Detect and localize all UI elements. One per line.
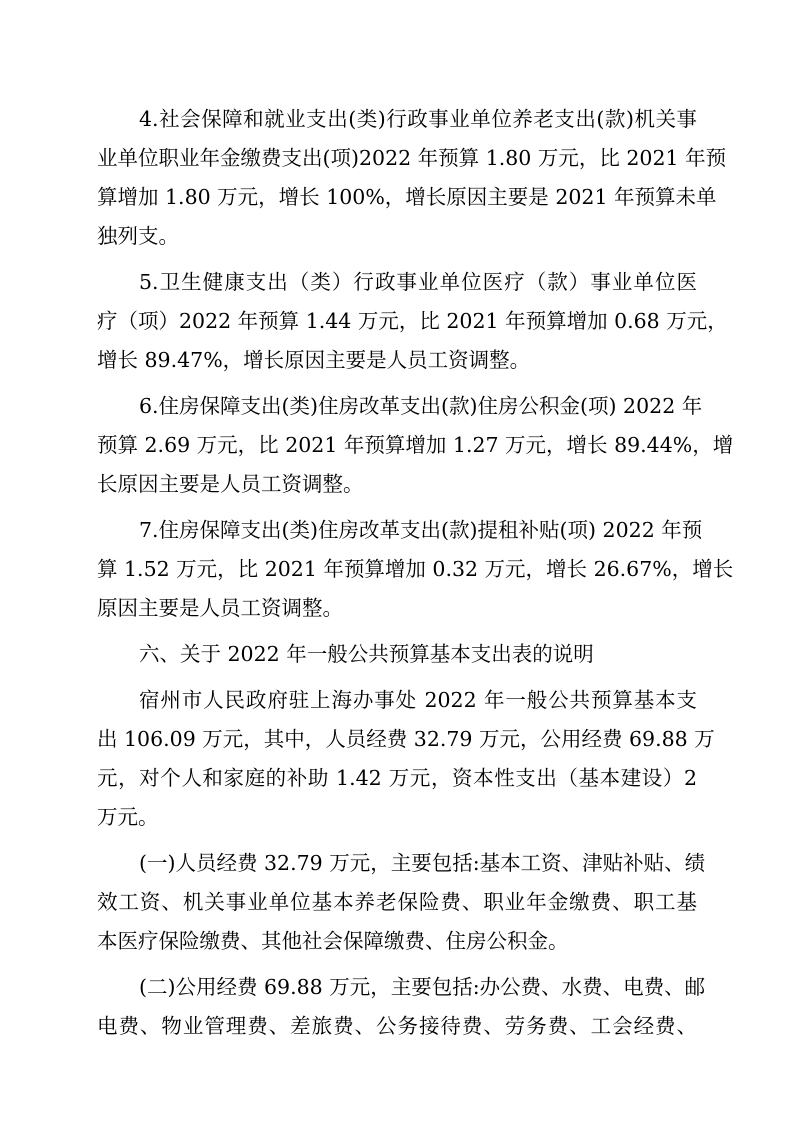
text-line: 5.卫生健康支出（类）行政事业单位医疗（款）事业单位医	[139, 270, 697, 294]
text-line: 原因主要是人员工资调整。	[97, 596, 343, 620]
document-body	[97, 100, 734, 1053]
text-line: 本医疗保险缴费、其他社会保障缴费、住房公积金。	[97, 929, 569, 953]
paragraph-housing-fund-item	[97, 387, 734, 504]
paragraph-rent-subsidy-item	[97, 511, 734, 628]
text-line: (一)人员经费 32.79 万元，主要包括:基本工资、津贴补贴、绩	[139, 851, 706, 875]
text-line: 出 106.09 万元，其中，人员经费 32.79 万元，公用经费 69.88 万	[97, 727, 715, 751]
text-line: 算 1.52 万元，比 2021 年预算增加 0.32 万元，增长 26.67%，增长	[97, 557, 734, 581]
text-line: 独列支。	[97, 224, 179, 248]
text-line: 算增加 1.80 万元，增长 100%，增长原因主要是 2021 年预算未单	[97, 185, 717, 209]
text-line: 业单位职业年金缴费支出(项)2022 年预算 1.80 万元，比 2021 年预	[97, 146, 727, 170]
text-line: 万元。	[97, 805, 159, 829]
paragraph-basic-expenditure-summary	[97, 681, 715, 837]
text-line: 7.住房保障支出(类)住房改革支出(款)提租补贴(项) 2022 年预	[139, 518, 703, 542]
paragraph-medical-item	[97, 263, 728, 380]
section-heading	[97, 635, 697, 674]
section-heading-text: 六、关于 2022 年一般公共预算基本支出表的说明	[139, 642, 594, 666]
text-line: (二)公用经费 69.88 万元，主要包括:办公费、水费、电费、邮	[139, 975, 706, 999]
text-line: 效工资、机关事业单位基本养老保险费、职业年金缴费、职工基	[97, 890, 697, 914]
paragraph-pension-item	[97, 100, 727, 256]
text-line: 疗（项）2022 年预算 1.44 万元，比 2021 年预算增加 0.68 万元，	[97, 309, 728, 333]
text-line: 元，对个人和家庭的补助 1.42 万元，资本性支出（基本建设）2	[97, 766, 697, 790]
text-line: 预算 2.69 万元，比 2021 年预算增加 1.27 万元，增长 89.44%，增	[97, 433, 734, 457]
text-line: 4.社会保障和就业支出(类)行政事业单位养老支出(款)机关事	[139, 107, 697, 131]
paragraph-personnel-expenses	[97, 844, 706, 961]
text-line: 6.住房保障支出(类)住房改革支出(款)住房公积金(项) 2022 年	[139, 394, 703, 418]
text-line: 电费、物业管理费、差旅费、公务接待费、劳务费、工会经费、	[97, 1014, 697, 1038]
text-line: 宿州市人民政府驻上海办事处 2022 年一般公共预算基本支	[139, 688, 697, 712]
text-line: 增长 89.47%，增长原因主要是人员工资调整。	[97, 348, 531, 372]
paragraph-public-expenses	[97, 968, 706, 1046]
text-line: 长原因主要是人员工资调整。	[97, 472, 364, 496]
